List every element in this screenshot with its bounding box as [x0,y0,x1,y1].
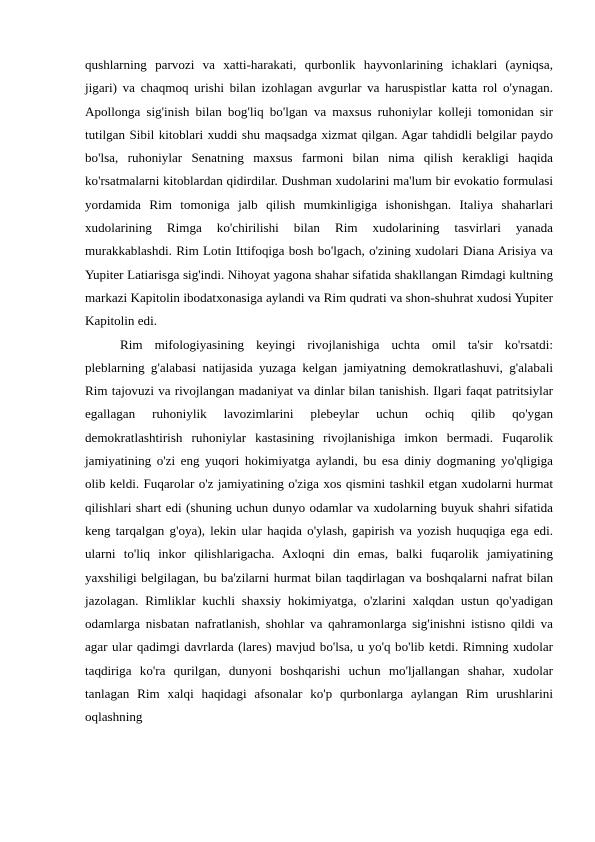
paragraph-2: Rim mifologiyasining keyingi rivojlanishiga uchta omil ta'sir ko'rsatdi: pleblarning g'alabasi natijasida yuzaga kelgan jamiyatning demokratlashuvi, g'alabali Rim tajovuzi va rivojlangan madaniyat va dinlar bilan tanishish. Ilgari faqat patritsiylar egallagan ruhoniylik lavozimlarini plebeylar uchun ochiq qilib qo'ygan demokratlashtirish ruhoniylar kastasining rivojlanishiga imkon bermadi. Fuqarolik jamiyatining o'zi eng yuqori hokimiyatga aylandi, bu esa diniy dogmaning yo'qligiga olib keldi. Fuqarolar o'z jamiyatining o'ziga xos qismini tashkil etgan xudolarni hurmat qilishlari shart edi (shuning uchun dunyo odamlar va xudolarning buyuk shahri sifatida keng tarqalgan g'oya), lekin ular haqida o'ylash, gapirish va yozish huquqiga ega edi. ularni to'liq inkor qilishlarigacha. Axloqni din emas, balki fuqarolik jamiyatining yaxshiligi belgilagan, bu ba'zilarni hurmat bilan taqdirlagan va boshqalarni nafrat bilan jazolagan. Rimliklar kuchli shaxsiy hokimiyatga, o'zlarini xalqdan ustun qo'yadigan odamlarga nisbatan nafratlanish, shohlar va qahramonlarga sig'inishni istisno qildi va agar ular qadimgi davrlarda (lares) mavjud bo'lsa, u yo'q bo'lib ketdi. Rimning xudolar taqdiriga ko'ra qurilgan, dunyoni boshqarishi uchun mo'ljallangan shahar, xudolar tanlagan Rim xalqi haqidagi afsonalar ko'p qurbonlarga aylangan Rim urushlarini oqlashning [85,336,553,725]
paragraph-1: qushlarning parvozi va xatti-harakati, qurbonlik hayvonlarining ichaklari (ayniqsa, jigari) va chaqmoq urishi bilan izohlagan avgurlar va haruspistlar katta rol o'ynagan. Apollonga sig'inish bilan bog'liq bo'lgan va maxsus ruhoniylar kolleji tomonidan sir tutilgan Sibil kitoblari xuddi shu maqsadga xizmat qilgan. Agar tahdidli belgilar paydo bo'lsa, ruhoniylar Senatning maxsus farmoni bilan nima qilish kerakligi haqida ko'rsatmalarni kitoblardan qidirdilar. Dushman xudolarini ma'lum bir evokatio formulasi yordamida Rim tomoniga jalb qilish mumkinligiga ishonishgan. Italiya shaharlari xudolarining Rimga ko'chirilishi bilan Rim xudolarining tasvirlari yanada murakkablashdi. Rim Lotin Ittifoqiga bosh bo'lgach, o'zining xudolari Diana Arisiya va Yupiter Latiarisga sig'indi. Nihoyat yagona shahar sifatida shakllangan Rimdagi kultning markazi Kapitolin ibodatxonasiga aylandi va Rim qudrati va shon-shuhrat xudosi Yupiter Kapitolin edi. [85,57,553,329]
body-text [85,53,553,729]
